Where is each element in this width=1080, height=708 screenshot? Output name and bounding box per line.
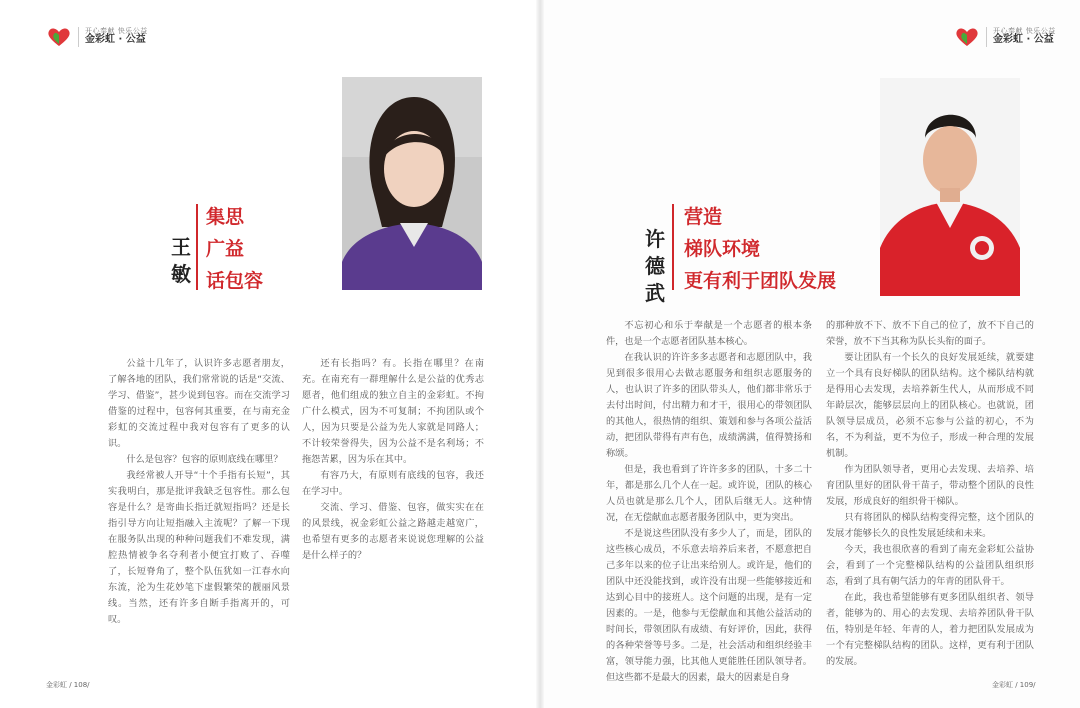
paragraph: 在此，我也希望能够有更多团队组织者、领导者，能够为的、用心的去发现、去培养团队骨干队伍，特别是年轻、年青的人，着力把团队发展成为一个有完整梯队结构的团队。这样，更有利于团队的发展。 xyxy=(826,592,1034,667)
article-column-2 xyxy=(302,356,484,564)
title-accent-bar xyxy=(672,204,674,290)
paragraph: 在我认识的许许多多志愿者和志愿团队中，我见到很多很用心去做志愿服务和组织志愿服务的人，也认识了许多的团队带头人，他们都非常乐于去付出时间，付出精力和才干，很用心的带领团队的其他人，很热情的组织、策划和参与各项公益活动，把团队带得有声有色，成绩满满，值得赞扬和称颂。 xyxy=(606,352,812,459)
title-accent-bar xyxy=(196,204,198,290)
heart-logo-icon xyxy=(46,26,72,48)
author-name-vertical-left xyxy=(170,234,192,288)
brand-name: 金彩虹 · 公益 xyxy=(85,34,146,46)
paragraph: 公益十几年了，认识许多志愿者朋友，了解各地的团队，我们常常说的话是“交流、学习、借鉴”，甚少说到包容。而在交流学习借鉴的过程中，包容何其重要，在与南充金彩虹的交流过程中我对包容有了更多的认识。 xyxy=(108,358,290,449)
brand-slogan: 开心奉献 快乐公益 xyxy=(85,27,148,36)
right-page xyxy=(540,0,1080,708)
page-footer-left: 金彩虹 / 108/ xyxy=(46,681,90,689)
brand-slogan: 开心奉献 快乐公益 xyxy=(993,27,1056,36)
name-char: 德 xyxy=(645,254,665,278)
woman-portrait-icon xyxy=(342,77,482,290)
portrait-photo-xu-dewu xyxy=(880,78,1020,296)
paragraph: 的那种放不下、放不下自己的位了，放不下自己的荣誉，放不下当其称为队长头衔的面子。 xyxy=(826,320,1034,347)
paragraph: 只有将团队的梯队结构变得完整，这个团队的发展才能够长久的良性发展延续和未来。 xyxy=(826,512,1034,539)
paragraph: 不忘初心和乐于奉献是一个志愿者的根本条件，也是一个志愿者团队基本核心。 xyxy=(606,320,812,347)
paragraph: 但是，我也看到了许许多多的团队，十多二十年，都是那么几个人在一起。或许说，团队的核心人员也就是那么几个人，团队后继无人。这种情况，在无偿献血志愿者服务团队中，更为突出。 xyxy=(606,464,812,523)
paragraph: 有容乃大，有原则有底线的包容，我还在学习中。 xyxy=(302,470,484,497)
paragraph: 要让团队有一个长久的良好发展延续，就要建立一个具有良好梯队的团队结构。这个梯队结构就是得用心去发现，去培养新生代人，从而形成不同年龄层次，能够层层向上的团队核心。也就说，团队领导层成员，必须不忘参与公益的初心，不为名，不为利益，更不为位子，形成一种合理的发展机制。 xyxy=(826,352,1034,459)
article-title-line-1: 营造 xyxy=(684,206,723,228)
brand-divider xyxy=(986,27,987,47)
page-footer-right: 金彩虹 / 109/ xyxy=(992,681,1036,689)
brand-divider xyxy=(78,27,79,47)
man-portrait-icon xyxy=(880,78,1020,296)
author-name-vertical-right xyxy=(644,226,666,307)
paragraph: 今天，我也很欣喜的看到了南充金彩虹公益协会，看到了一个完整梯队结构的公益团队组织形态，看到了具有朝气活力的年青的团队骨干。 xyxy=(826,544,1034,587)
spine-shadow xyxy=(536,0,544,708)
brand-name: 金彩虹 · 公益 xyxy=(993,34,1054,46)
article-title-line-1: 集思 xyxy=(206,206,245,228)
paragraph: 我经常被人开导“十个手指有长短”，其实我明白，那是批评我缺乏包容性。那么包容是什么？是寄曲长指迁就短指吗？还是长指引导方向让短指融入主流呢？了解一下现在服务队出现的种种问题我们不难发现，满腔热情被争名夺利者小便宜打败了、吞噬了，长短脊角了，整个队伍犹如一江春水向东流，沦为生花妙笔下虚假繁荣的靓丽风景线。当然，还有许多自断手指离开的，可叹。 xyxy=(108,470,290,625)
name-char: 许 xyxy=(645,227,665,251)
paragraph: 不是说这些团队没有多少人了，而是，团队的这些核心成员，不乐意去培养后来者，不愿意把自己多年以来的位子让出来给别人。或许是，他们的团队中还没能找到，或许没有出现一些能够接近和达到心目中的接班人。这个问题的出现，是有一定因素的。一是，他参与无偿献血和其他公益活动的时间长，带领团队有成绩、有好评价，因此，获得的各种荣誉等号多。二是，社会活动和组织经验丰富，领导能力强，比其他人更能胜任团队领导者。但这些都不是最大的因素，最大的因素是自身 xyxy=(606,528,812,683)
portrait-photo-wang-min xyxy=(342,77,482,290)
article-column-2 xyxy=(826,318,1034,670)
paragraph: 交流、学习、借鉴、包容，做实实在在的风景线，祝金彩虹公益之路越走越宽广，也希望有更多的志愿者来说说您理解的公益是什么样子的？ xyxy=(302,502,484,561)
paragraph: 作为团队领导者，更用心去发现、去培养、培育团队里好的团队骨干苗子，带动整个团队的良性发展，形成良好的组织骨干梯队。 xyxy=(826,464,1034,507)
article-title-line-2: 广益 xyxy=(206,238,245,260)
heart-logo-icon xyxy=(954,26,980,48)
article-title-line-3: 更有利于团队发展 xyxy=(684,270,837,292)
paragraph: 什么是包容？包容的原则底线在哪里？ xyxy=(126,454,283,465)
brand-header-left xyxy=(46,26,148,48)
paragraph: 还有长指吗？有。长指在哪里？在南充。在南充有一群理解什么是公益的优秀志愿者，他们组成的独立自主的金彩虹。不拘广什么模式，因为不可复制；不拘团队或个人，因为只要是公益为先人家就是同路人；不计较荣誉得失，因为公益不是名利场；不拖怨苦累，因为乐在其中。 xyxy=(302,358,484,465)
name-char: 敏 xyxy=(171,262,191,286)
article-column-1 xyxy=(108,356,290,628)
brand-header-right xyxy=(954,26,1056,48)
article-column-1 xyxy=(606,318,812,686)
name-char: 王 xyxy=(171,235,191,259)
name-char: 武 xyxy=(645,281,665,305)
article-title-line-2: 梯队环境 xyxy=(684,238,761,260)
article-title-line-3: 话包容 xyxy=(206,270,264,292)
